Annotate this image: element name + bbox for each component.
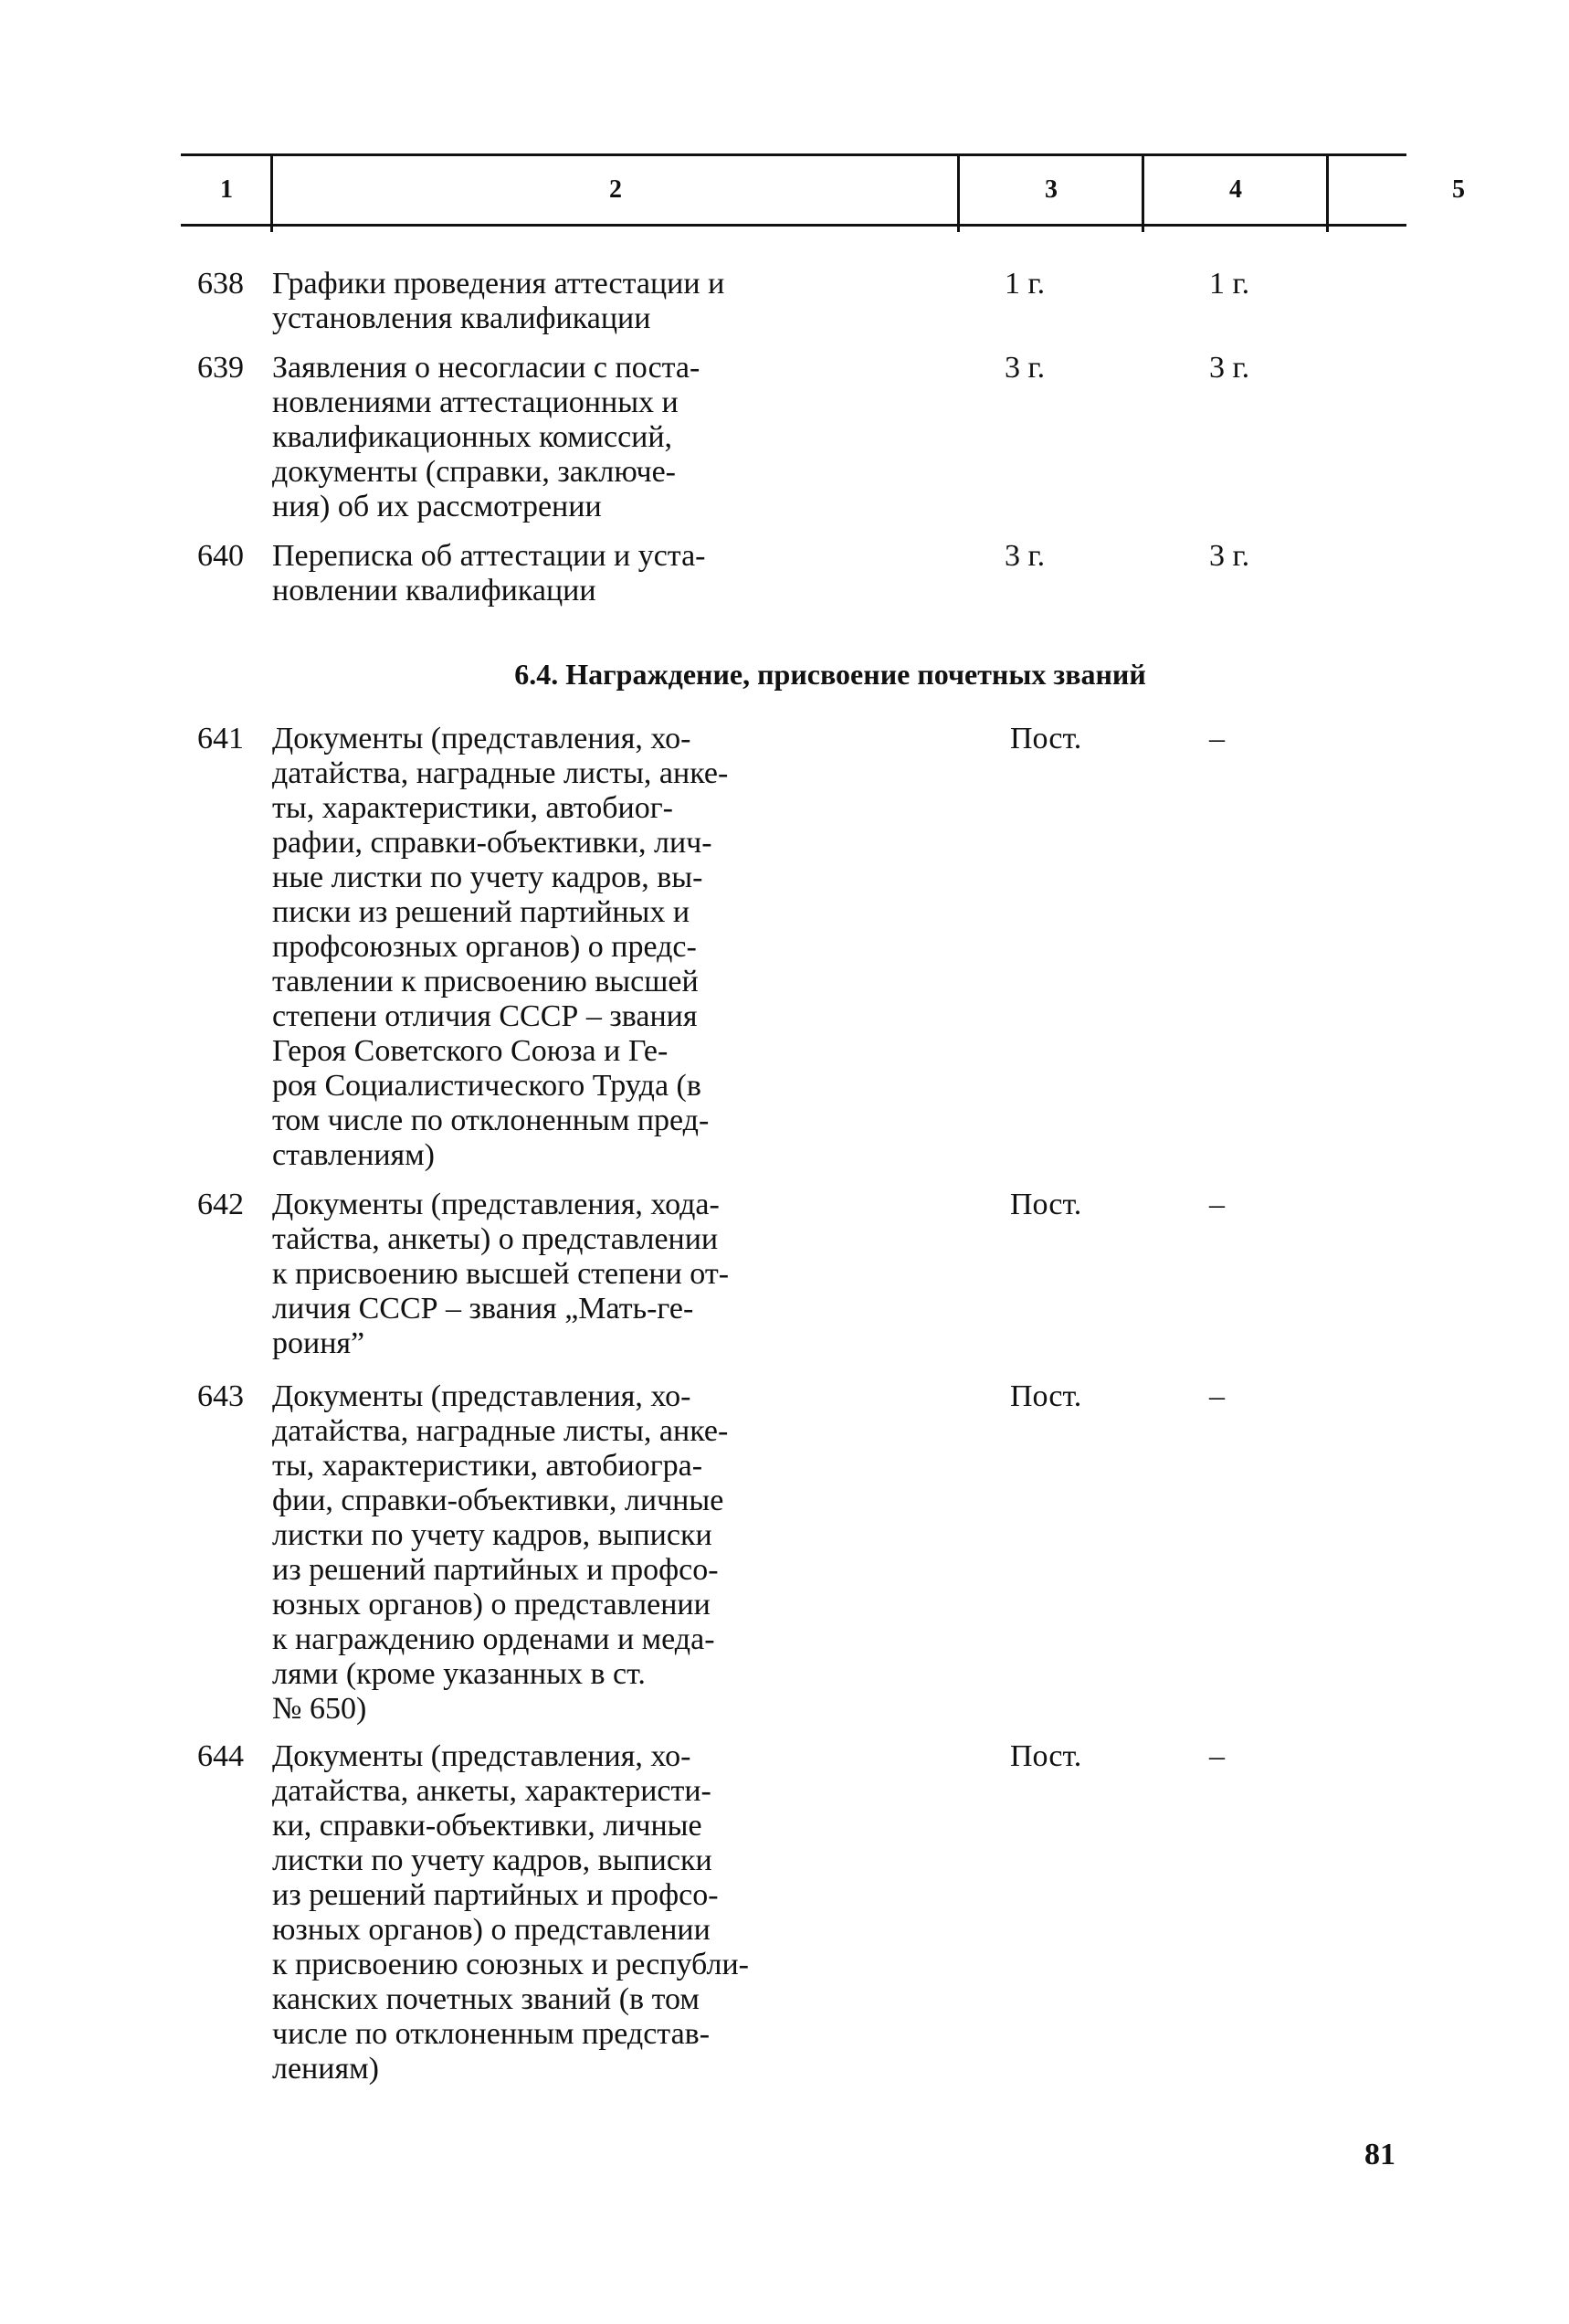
entry-col-4: 1 г. bbox=[1209, 267, 1250, 301]
header-divider bbox=[1142, 153, 1144, 232]
header-divider bbox=[957, 153, 960, 232]
entry-number: 643 bbox=[197, 1379, 244, 1413]
entry-number: 639 bbox=[197, 351, 244, 385]
header-divider bbox=[270, 153, 273, 232]
entry-number: 640 bbox=[197, 539, 244, 573]
entry-col-3: Пост. bbox=[1010, 722, 1082, 755]
entry-number: 642 bbox=[197, 1188, 244, 1221]
entry-text: Заявления о несогласии с поста- новлениями аттестационных и квалификационных комиссий, документы (справки, заключе- ния) об их рассмотрении bbox=[272, 351, 700, 523]
header-col-5: 5 bbox=[1452, 175, 1465, 204]
header-col-2: 2 bbox=[609, 175, 622, 204]
entry-text: Документы (представления, хода- тайства, анкеты) о представлении к присвоению высшей степени от- личия СССР – звания „Мать-ге- роиня” bbox=[272, 1188, 730, 1360]
entry-text: Документы (представления, хо- датайства, наградные листы, анке- ты, характеристики, автобиогра- фии, справки-объективки, личные листки по учету кадров, выписки из решений партийных и профсо- юзных органов) о представлении к награждению орденами и меда- лями (кроме указанных в ст. № 650) bbox=[272, 1379, 729, 1726]
entry-text: Переписка об аттестации и уста- новлении квалификации bbox=[272, 539, 706, 607]
entry-col-3: Пост. bbox=[1010, 1188, 1082, 1221]
entry-text: Документы (представления, хо- датайства, наградные листы, анке- ты, характеристики, автобиог- рафии, справки-объективки, лич- ные листки по учету кадров, вы- писки из решений партийных и профсоюзных органов) о предс- тавлении к присвоению высшей степени отличия СССР – звания Героя Советского Союза и Ге- роя Социалистического Труда (в том числе по отклоненным пред- ставлениям) bbox=[272, 722, 729, 1172]
header-divider bbox=[1326, 153, 1329, 232]
entry-col-4: – bbox=[1209, 1188, 1225, 1221]
entry-text: Графики проведения аттестации и установления квалификации bbox=[272, 267, 725, 335]
entry-number: 644 bbox=[197, 1739, 244, 1773]
entry-text: Документы (представления, хо- датайства, анкеты, характеристи- ки, справки-объективки, личные листки по учету кадров, выписки из решений партийных и профсо- юзных органов) о представлении к присвоению союзных и республи- канских почетных званий (в том числе по отклоненным представ- лениям) bbox=[272, 1739, 749, 2086]
header-col-4: 4 bbox=[1229, 175, 1242, 204]
entry-number: 638 bbox=[197, 267, 244, 301]
entry-col-3: 3 г. bbox=[1005, 539, 1046, 573]
entry-number: 641 bbox=[197, 722, 244, 755]
entry-col-3: 3 г. bbox=[1005, 351, 1046, 385]
header-col-3: 3 bbox=[1045, 175, 1058, 204]
entry-col-3: 1 г. bbox=[1005, 267, 1046, 301]
entry-col-4: – bbox=[1209, 722, 1225, 755]
section-title: 6.4. Награждение, присвоение почетных званий bbox=[514, 658, 1146, 691]
entry-col-3: Пост. bbox=[1010, 1379, 1082, 1413]
entry-col-4: – bbox=[1209, 1739, 1225, 1773]
page-number: 81 bbox=[1364, 2138, 1395, 2171]
entry-col-3: Пост. bbox=[1010, 1739, 1082, 1773]
entry-col-4: – bbox=[1209, 1379, 1225, 1413]
header-col-1: 1 bbox=[220, 175, 233, 204]
entry-col-4: 3 г. bbox=[1209, 351, 1250, 385]
entry-col-4: 3 г. bbox=[1209, 539, 1250, 573]
table-header bbox=[181, 153, 1465, 227]
